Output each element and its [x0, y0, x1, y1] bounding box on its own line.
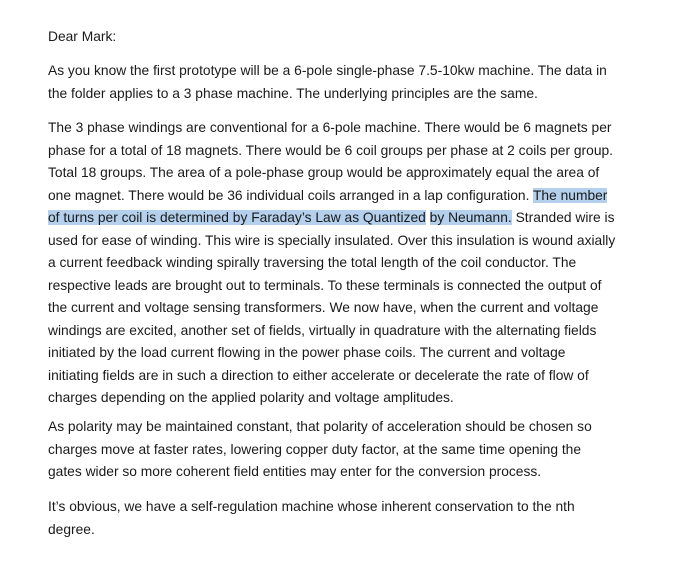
text-run: gates wider so more coherent field entities may enter for the conversion process.	[48, 464, 542, 479]
salutation	[48, 26, 648, 49]
text-line	[48, 461, 648, 484]
text-run: initiated by the load current flowing in the power phase coils. The current and voltage	[48, 345, 566, 360]
text-line	[48, 207, 648, 230]
text-run: the current and voltage sensing transformers. We now have, when the current and voltage	[48, 300, 599, 315]
text-run: the folder applies to a 3 phase machine. The underlying principles are the same.	[48, 85, 538, 101]
text-line	[48, 416, 648, 439]
text-line	[48, 162, 648, 185]
text-run: Total 18 groups. The area of a pole-phase group would be approximately equal the area of	[48, 165, 600, 180]
text-run: degree.	[48, 521, 95, 537]
highlighted-text: The number	[533, 187, 608, 203]
text-line	[48, 365, 648, 388]
text-run: charges depending on the applied polarity and voltage amplitudes.	[48, 390, 454, 405]
text-run: Stranded wire is	[511, 210, 615, 225]
salutation-text: Dear Mark:	[48, 29, 117, 44]
text-line	[48, 140, 648, 163]
paragraph-1	[48, 60, 648, 105]
text-run: used for ease of winding. This wire is specially insulated. Over this insulation is wound axially	[48, 232, 616, 248]
text-run: As polarity may be maintained constant, that polarity of acceleration should be chosen so	[48, 419, 592, 434]
text-line	[48, 83, 648, 106]
text-line	[48, 387, 648, 410]
highlighted-text: by Neumann.	[429, 210, 512, 225]
text-line	[48, 496, 648, 519]
text-run: respective leads are brought out to terminals. To these terminals is connected the output of	[48, 277, 602, 293]
text-line	[48, 60, 648, 83]
text-line	[48, 342, 648, 365]
text-run: It’s obvious, we have a self-regulation machine whose inherent conservation to the nth	[48, 499, 575, 514]
text-line	[48, 439, 648, 462]
text-run: one magnet. There would be 36 individual coils arranged in a lap configuration.	[48, 187, 533, 203]
text-run: As you know the first prototype will be a 6-pole single-phase 7.5-10kw machine. The data in	[48, 63, 607, 78]
text-line	[48, 117, 648, 140]
text-line	[48, 252, 648, 275]
text-line	[48, 320, 648, 343]
text-line	[48, 230, 648, 253]
highlighted-text: of turns per coil is determined by Faraday’s Law as Quantized	[48, 210, 426, 225]
paragraph-2	[48, 117, 648, 410]
text-run: a current feedback winding spirally traversing the total length of the coil conductor. The	[48, 255, 577, 270]
paragraph-4	[48, 496, 648, 541]
text-run: initiating fields are in such a direction to either accelerate or decelerate the rate of flow of	[48, 367, 589, 383]
text-run: charges move at faster rates, lowering copper duty factor, at the same time opening the	[48, 441, 581, 457]
text-run: The 3 phase windings are conventional for a 6-pole machine. There would be 6 magnets per	[48, 120, 612, 135]
paragraph-3	[48, 416, 648, 484]
text-run: phase for a total of 18 magnets. There would be 6 coil groups per phase at 2 coils per group.	[48, 142, 613, 158]
text-line	[48, 297, 648, 320]
text-line	[48, 519, 648, 542]
text-line	[48, 185, 648, 208]
text-run: windings are excited, another set of fields, virtually in quadrature with the alternating fields	[48, 322, 597, 338]
text-line	[48, 275, 648, 298]
